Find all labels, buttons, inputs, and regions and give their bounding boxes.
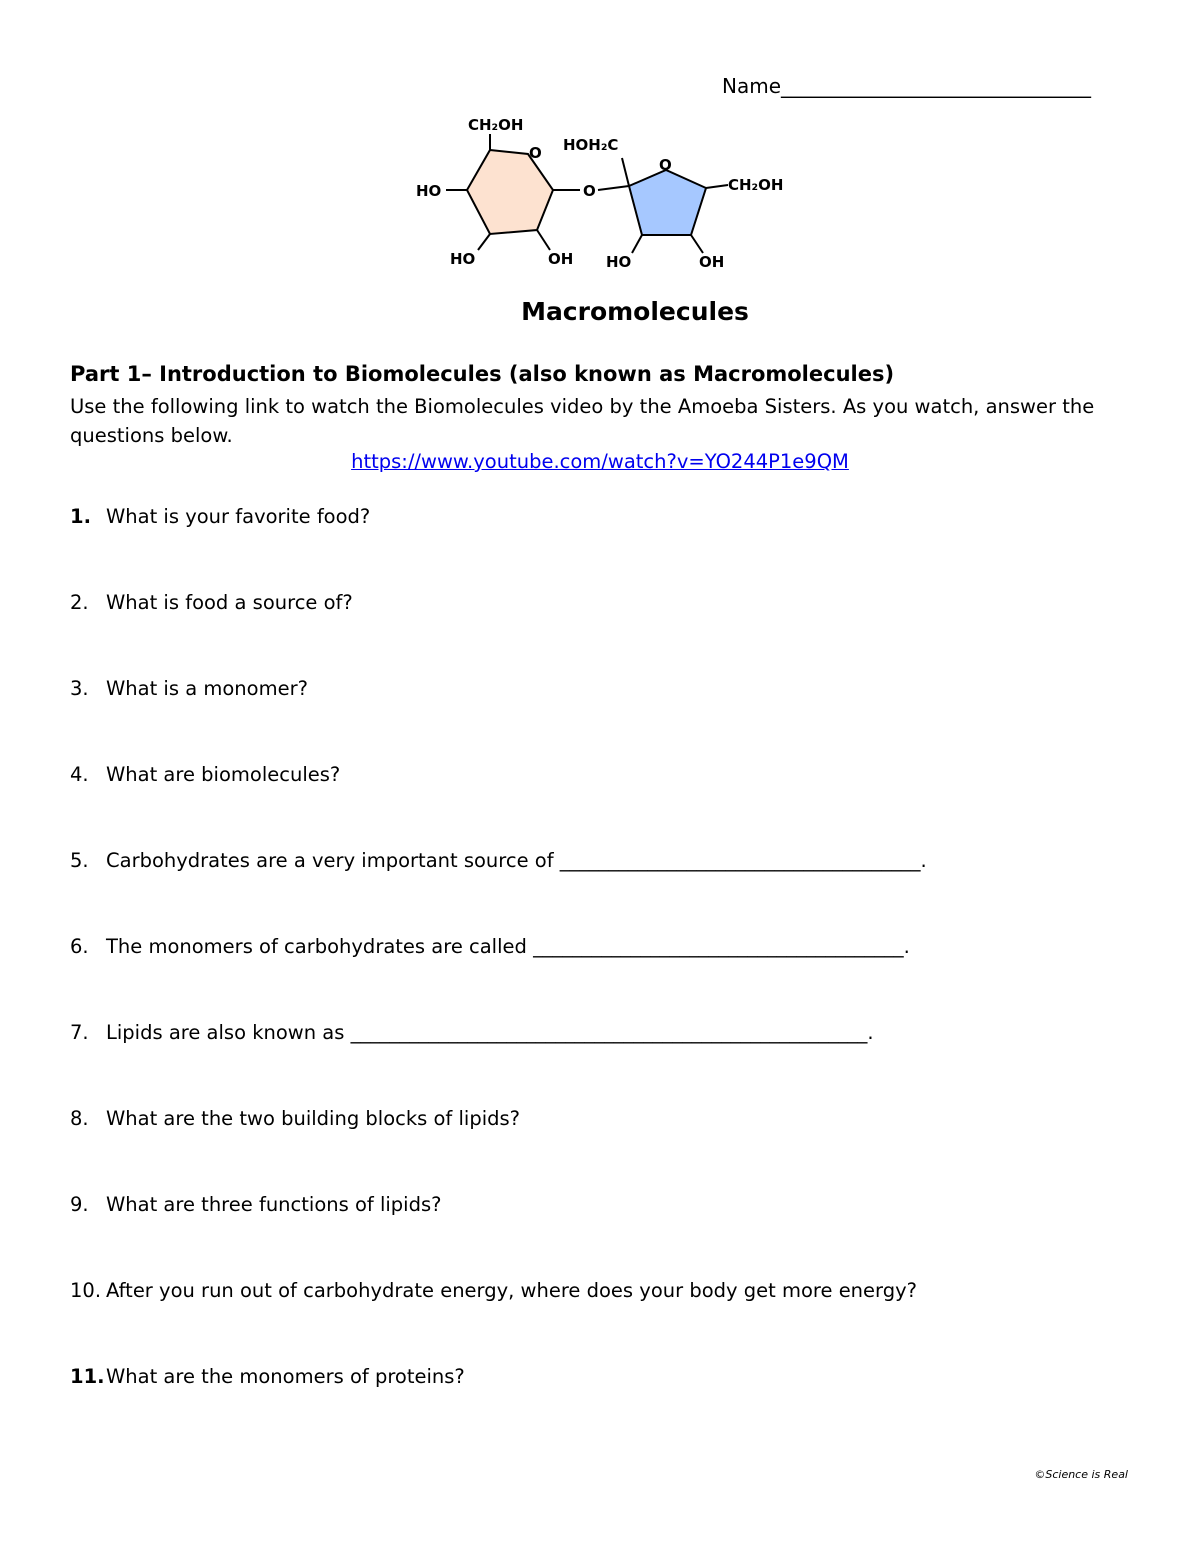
glycosidic-oxygen-label: O: [583, 182, 596, 200]
part1-heading: Part 1– Introduction to Biomolecules (also known as Macromolecules): [70, 362, 895, 386]
glucose-ch2oh-label: CH₂OH: [468, 116, 524, 134]
glucose-ho-bottom-label: HO: [450, 250, 476, 268]
question-item: [70, 677, 308, 700]
question-item: [70, 849, 927, 872]
question-text: What are the two building blocks of lipids?: [106, 1107, 521, 1130]
glucose-ring-oxygen-label: O: [529, 144, 542, 162]
glucose-ho-label: HO: [416, 182, 442, 200]
fructose-ring-oxygen-label: O: [659, 156, 672, 174]
question-text: Carbohydrates are a very important source of _____________________________________.: [106, 849, 927, 872]
video-link[interactable]: https://www.youtube.com/watch?v=YO244P1e9QM: [351, 450, 849, 473]
question-text: What is a monomer?: [106, 677, 308, 700]
glucose-ring: [467, 150, 553, 234]
question-number: 8.: [70, 1107, 89, 1130]
fructose-ch2oh-label: CH₂OH: [728, 176, 784, 194]
sucrose-structure-diagram: [410, 108, 800, 278]
page-title: Macromolecules: [521, 297, 749, 326]
question-number: 5.: [70, 849, 89, 872]
question-number: 7.: [70, 1021, 89, 1044]
question-text: What is food a source of?: [106, 591, 353, 614]
question-item: [70, 1365, 465, 1388]
question-text: What are three functions of lipids?: [106, 1193, 442, 1216]
name-field-label: Name_______________________________: [722, 74, 1092, 98]
question-text: What are biomolecules?: [106, 763, 341, 786]
fructose-hoh2c-label: HOH₂C: [563, 136, 619, 154]
question-item: [70, 1193, 441, 1216]
question-text: What are the monomers of proteins?: [106, 1365, 465, 1388]
glucose-oh-bottom-label: OH: [548, 250, 574, 268]
question-text: What is your favorite food?: [106, 505, 371, 528]
question-number: 3.: [70, 677, 89, 700]
part1-instructions: Use the following link to watch the Biomolecules video by the Amoeba Sisters. As you watch, answer the questions below.: [70, 395, 1095, 447]
copyright-footer: ©Science is Real: [1034, 1468, 1128, 1481]
question-item: [70, 1107, 520, 1130]
question-item: [70, 1279, 917, 1302]
question-number: 2.: [70, 591, 89, 614]
fructose-ring: [629, 170, 706, 235]
question-text: After you run out of carbohydrate energy, where does your body get more energy?: [106, 1279, 917, 1302]
question-text: The monomers of carbohydrates are called ______________________________________.: [106, 935, 910, 958]
question-text: Lipids are also known as _____________________________________________________.: [106, 1021, 874, 1044]
fructose-ho-bottom-label: HO: [606, 253, 632, 271]
question-item: [70, 505, 370, 528]
question-item: [70, 591, 353, 614]
question-number: 11.: [70, 1365, 105, 1388]
question-number: 6.: [70, 935, 89, 958]
question-number: 1.: [70, 505, 91, 528]
question-number: 9.: [70, 1193, 89, 1216]
question-item: [70, 1021, 874, 1044]
question-number: 4.: [70, 763, 89, 786]
fructose-oh-bottom-label: OH: [699, 253, 725, 271]
question-item: [70, 763, 340, 786]
question-number: 10.: [70, 1279, 102, 1302]
question-item: [70, 935, 910, 958]
